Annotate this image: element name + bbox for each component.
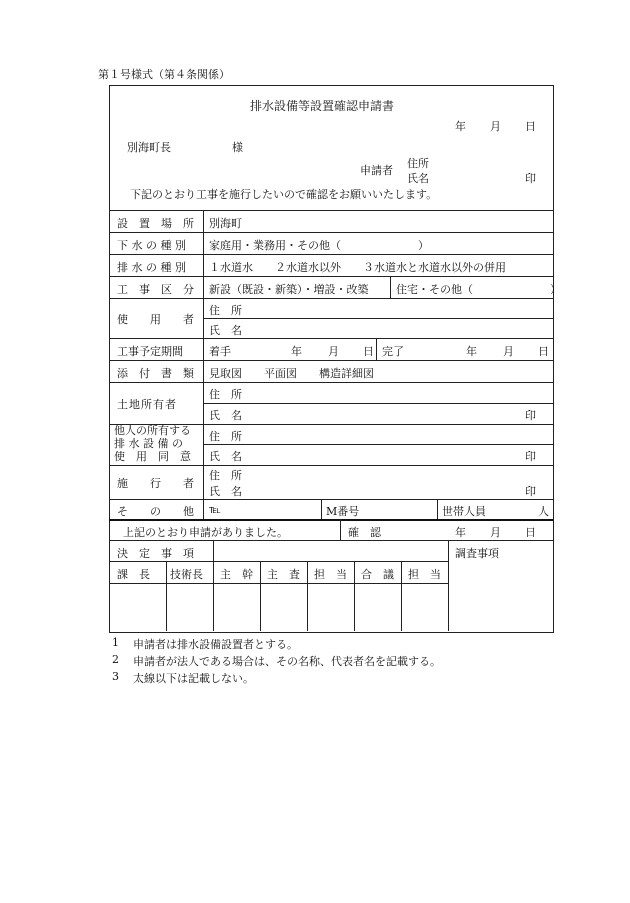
schedule-end: 完了 <box>382 345 404 358</box>
rule <box>109 298 553 299</box>
contractor-name-label: 氏 名 <box>209 485 242 498</box>
end-day: 日 <box>538 345 549 358</box>
user-name-label: 氏 名 <box>209 324 242 337</box>
rule <box>203 403 553 404</box>
stamp-header: 担 当 <box>408 568 441 581</box>
contractor-label: 施 行 者 <box>117 477 194 490</box>
confirm-day: 日 <box>525 526 536 539</box>
m-number-label: M番号 <box>326 505 360 518</box>
col-divider <box>307 561 308 631</box>
rule <box>109 254 553 255</box>
rule <box>109 540 553 541</box>
drain-type-value: １水道水 ２水道水以外 ３水道水と水道水以外の併用 <box>209 261 506 274</box>
start-day: 日 <box>363 345 374 358</box>
note-text: 申請者が法人である場合は、その名称、代表者名を記載する。 <box>133 655 441 668</box>
col-divider <box>354 561 355 631</box>
household-label: 世帯人員 <box>442 505 486 518</box>
request-text: 下記のとおり工事を施行したいので確認をお願いいたします。 <box>130 188 438 201</box>
col-divider <box>213 540 214 631</box>
rule <box>109 360 553 361</box>
contractor-seal: 印 <box>525 485 536 498</box>
landowner-name-label: 氏 名 <box>209 409 242 422</box>
date-month: 月 <box>490 120 501 133</box>
col-divider <box>203 210 204 519</box>
form-title: 排水設備等設置確認申請書 <box>250 99 395 113</box>
col-divider <box>321 499 322 519</box>
schedule-start: 着手 <box>209 345 231 358</box>
stamp-header: 担 当 <box>314 568 347 581</box>
stamp-header: 課 長 <box>117 568 150 581</box>
end-year: 年 <box>466 345 477 358</box>
contractor-address-label: 住 所 <box>209 469 242 482</box>
rule <box>109 499 553 500</box>
note-text: 申請者は排水設備設置者とする。 <box>133 638 298 651</box>
consent-address-label: 住 所 <box>209 430 242 443</box>
date-day: 日 <box>525 120 536 133</box>
note-text: 太線以下は記載しない。 <box>133 672 254 685</box>
rule <box>109 561 448 562</box>
col-divider <box>260 561 261 631</box>
schedule-label: 工事予定期間 <box>117 345 183 358</box>
landowner-address-label: 住 所 <box>209 388 242 401</box>
household-unit: 人 <box>538 505 549 518</box>
col-divider <box>401 561 402 631</box>
confirm-year: 年 <box>455 526 466 539</box>
rule <box>109 276 553 277</box>
location-label: 設 置 場 所 <box>117 217 194 230</box>
col-divider <box>448 540 449 631</box>
received-text: 上記のとおり申請がありました。 <box>123 526 288 539</box>
consent-label-1: 他人の所有する <box>114 424 191 437</box>
stamp-header: 主 査 <box>267 568 300 581</box>
col-divider <box>437 499 438 519</box>
applicant-seal: 印 <box>525 172 536 185</box>
rule <box>109 338 553 339</box>
col-divider <box>166 561 167 631</box>
note-number: 1 <box>112 636 119 649</box>
attachments-value: 見取図 平面図 構造詳細図 <box>209 367 374 380</box>
landowner-label: 土地所有者 <box>117 398 177 411</box>
date-year: 年 <box>455 120 466 133</box>
applicant-name-label: 氏名 <box>407 172 429 185</box>
rule <box>109 465 553 466</box>
rule <box>203 444 553 445</box>
attachments-label: 添 付 書 類 <box>117 367 194 380</box>
col-divider <box>390 276 391 298</box>
rule <box>109 232 553 233</box>
consent-seal: 印 <box>525 450 536 463</box>
rule <box>203 318 553 319</box>
drain-type-label: 排 水 の 種 別 <box>117 261 186 274</box>
sewer-type-label: 下 水 の 種 別 <box>117 239 186 252</box>
end-month: 月 <box>503 345 514 358</box>
user-label: 使 用 者 <box>117 313 194 326</box>
decision-label: 決 定 事 項 <box>117 547 194 560</box>
stamp-header: 技術長 <box>170 568 203 581</box>
start-year: 年 <box>291 345 302 358</box>
addressee: 別海町長 <box>127 141 171 154</box>
other-label: そ の 他 <box>117 505 194 518</box>
form-number: 第１号様式（第４条関係） <box>98 68 230 81</box>
rule <box>109 382 553 383</box>
work-class-label: 工 事 区 分 <box>117 283 194 296</box>
consent-label-3: 使 用 同 意 <box>114 450 191 463</box>
confirm-month: 月 <box>490 526 501 539</box>
inspection-label: 調査事項 <box>455 547 499 560</box>
user-address-label: 住 所 <box>209 304 242 317</box>
tel-label: ℡ <box>209 503 221 516</box>
consent-name-label: 氏 名 <box>209 450 242 463</box>
stamp-header: 主 幹 <box>220 568 253 581</box>
applicant-address-label: 住所 <box>407 157 429 170</box>
applicant-label: 申請者 <box>360 164 393 177</box>
start-month: 月 <box>328 345 339 358</box>
rule <box>109 583 448 584</box>
col-divider <box>340 519 341 540</box>
stamp-header: 合 議 <box>361 568 394 581</box>
location-value: 別海町 <box>209 217 242 230</box>
note-number: 2 <box>112 653 119 666</box>
landowner-seal: 印 <box>525 409 536 422</box>
consent-label-2: 排 水 設 備 の <box>114 437 183 450</box>
rule <box>109 210 553 211</box>
sewer-type-value: 家庭用・業務用・その他（ ） <box>209 239 429 252</box>
col-divider <box>376 338 377 360</box>
sama: 様 <box>232 141 243 154</box>
work-class-value2: 住宅・その他（ ） <box>396 283 561 296</box>
work-class-value: 新設（既設・新築）・増設・改築 <box>209 283 369 296</box>
confirm-label: 確 認 <box>348 526 381 539</box>
note-number: 3 <box>112 670 119 683</box>
thick-rule <box>109 519 553 521</box>
